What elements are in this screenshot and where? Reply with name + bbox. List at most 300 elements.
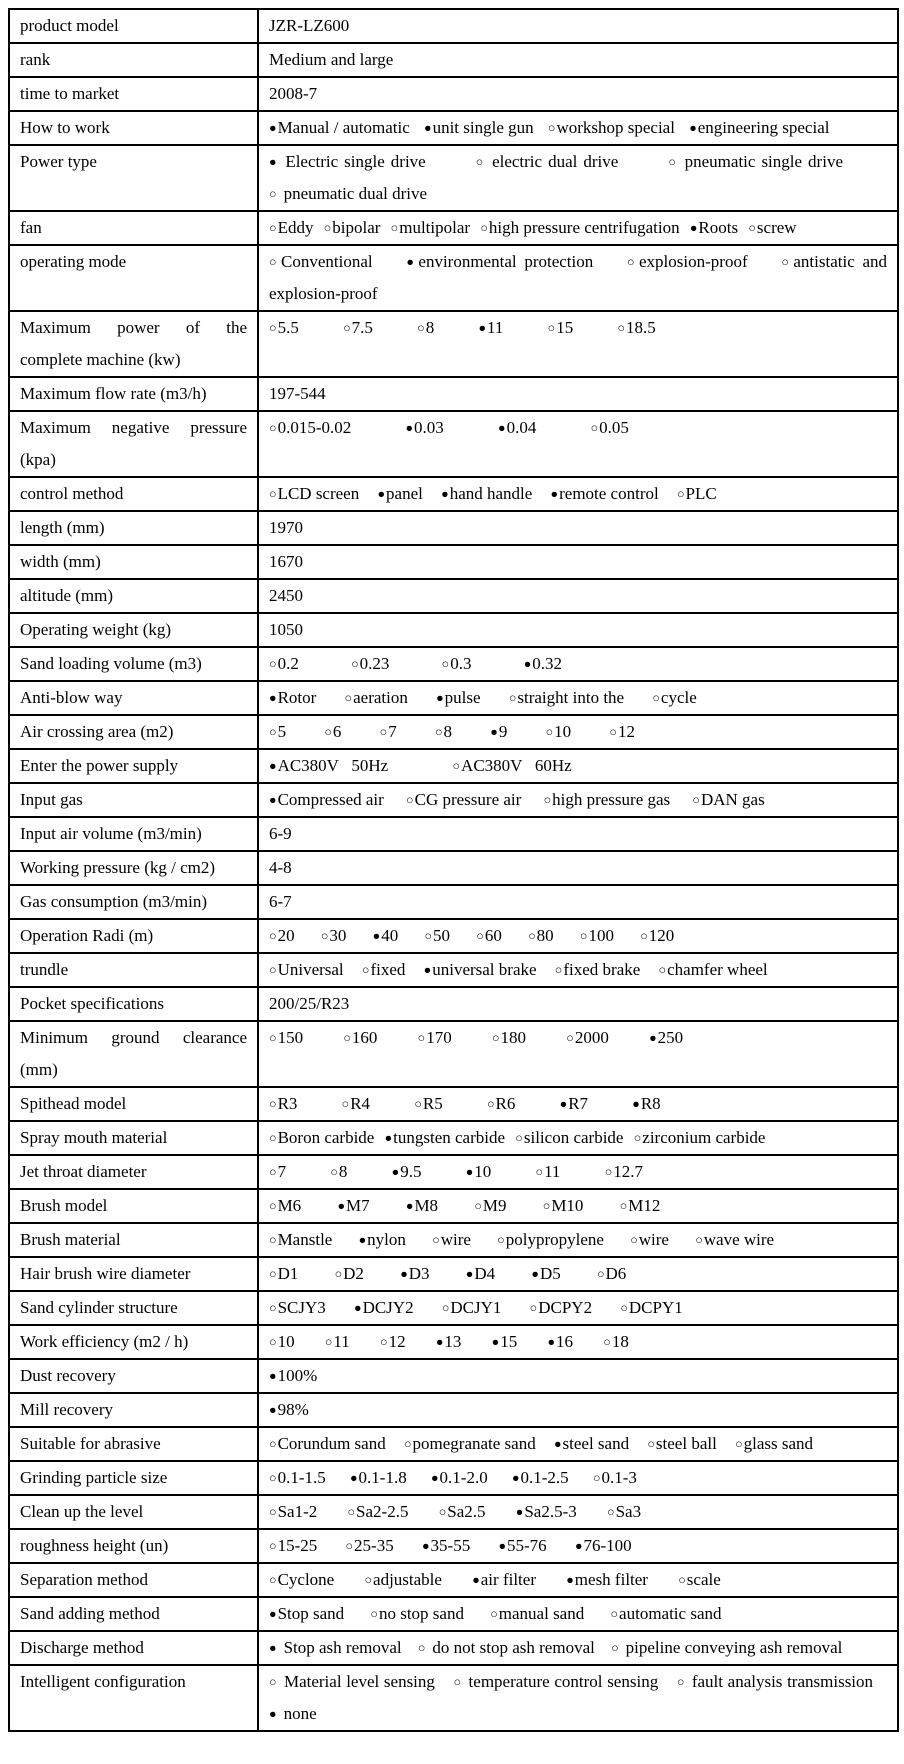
table-row	[9, 647, 898, 681]
option-label: Corundum sand	[277, 1434, 386, 1453]
table-row	[9, 1155, 898, 1189]
open-circle-icon: ○	[603, 1335, 611, 1349]
open-circle-icon: ○	[604, 1165, 613, 1179]
filled-circle-icon: ●	[377, 487, 386, 501]
spec-label: Input air volume (m3/min)	[9, 817, 258, 851]
option-unselected	[269, 1196, 301, 1215]
option-unselected	[597, 1264, 626, 1283]
spec-label: Power type	[9, 145, 258, 211]
option-unselected	[269, 184, 427, 203]
option-label: 9	[498, 722, 508, 741]
option-selected	[436, 688, 480, 707]
table-row	[9, 1021, 898, 1087]
spec-label: Gas consumption (m3/min)	[9, 885, 258, 919]
option-label: 5	[277, 722, 287, 741]
option-unselected	[269, 1434, 386, 1453]
table-row	[9, 77, 898, 111]
open-circle-icon: ○	[347, 1505, 356, 1519]
option-label: 98%	[277, 1400, 309, 1419]
table-row	[9, 885, 898, 919]
option-selected	[690, 218, 738, 237]
open-circle-icon: ○	[658, 963, 667, 977]
option-unselected	[452, 756, 571, 775]
spec-label: Suitable for abrasive	[9, 1427, 258, 1461]
option-label: explosion-proof	[639, 252, 748, 271]
option-unselected	[269, 654, 299, 673]
spec-value	[258, 1291, 898, 1325]
option-unselected	[605, 1162, 643, 1181]
option-label: pneumatic single drive	[684, 152, 843, 171]
spec-label: Sand adding method	[9, 1597, 258, 1631]
open-circle-icon: ○	[547, 121, 556, 135]
open-circle-icon: ○	[320, 929, 329, 943]
spec-value	[258, 715, 898, 749]
option-unselected	[487, 1094, 515, 1113]
open-circle-icon: ○	[364, 1573, 373, 1587]
filled-circle-icon: ●	[689, 121, 697, 135]
option-label: Rotor	[277, 688, 317, 707]
option-label: 60	[484, 926, 502, 945]
option-unselected	[678, 1570, 721, 1589]
option-label: Manual / automatic	[277, 118, 410, 137]
product-spec-table	[8, 8, 899, 1732]
open-circle-icon: ○	[617, 321, 625, 335]
open-circle-icon: ○	[554, 963, 563, 977]
option-unselected	[640, 926, 674, 945]
option-label: 50	[433, 926, 450, 945]
option-label: Sa2.5-3	[524, 1502, 577, 1521]
spec-label: Mill recovery	[9, 1393, 258, 1427]
open-circle-icon: ○	[323, 221, 332, 235]
filled-circle-icon: ●	[354, 1301, 362, 1315]
option-unselected	[269, 1230, 332, 1249]
open-circle-icon: ○	[626, 255, 639, 269]
option-unselected	[652, 688, 696, 707]
option-unselected	[474, 1196, 506, 1215]
option-unselected	[269, 1468, 326, 1487]
option-label: high pressure centrifugation	[488, 218, 680, 237]
option-label: aeration	[353, 688, 408, 707]
spec-value	[258, 245, 898, 311]
option-selected	[547, 1332, 573, 1351]
option-label: AC380V 50Hz	[277, 756, 389, 775]
open-circle-icon: ○	[542, 1199, 551, 1213]
spec-value	[258, 783, 898, 817]
spec-value	[258, 1427, 898, 1461]
option-label: antistatic and explosion-proof	[269, 252, 892, 303]
table-row	[9, 1563, 898, 1597]
option-label: fault analysis transmission	[691, 1672, 874, 1691]
option-label: Conventional	[281, 252, 373, 271]
option-label: 0.1-3	[601, 1468, 637, 1487]
option-unselected	[269, 1570, 334, 1589]
option-label: 25-35	[354, 1536, 394, 1555]
spec-value	[258, 1631, 898, 1665]
option-unselected	[515, 1128, 623, 1147]
filled-circle-icon: ●	[511, 1471, 520, 1485]
option-label: 35-55	[430, 1536, 471, 1555]
option-label: D2	[343, 1264, 364, 1283]
option-selected	[422, 1536, 470, 1555]
option-label: 12	[388, 1332, 406, 1351]
filled-circle-icon: ●	[490, 725, 498, 739]
option-selected	[359, 1230, 406, 1249]
spec-label: Work efficiency (m2 / h)	[9, 1325, 258, 1359]
open-circle-icon: ○	[269, 255, 281, 269]
option-label: 150	[277, 1028, 304, 1047]
option-unselected	[593, 1468, 637, 1487]
option-unselected	[548, 118, 675, 137]
spec-value	[258, 511, 898, 545]
option-unselected	[580, 926, 614, 945]
spec-label: Minimum ground clearance (mm)	[9, 1021, 258, 1087]
option-label: Stop sand	[277, 1604, 345, 1623]
option-selected	[405, 418, 443, 437]
spec-label: Sand cylinder structure	[9, 1291, 258, 1325]
option-label: 0.05	[599, 418, 629, 437]
option-label: 5.5	[277, 318, 299, 337]
option-label: DCPY2	[538, 1298, 593, 1317]
option-label: steel ball	[655, 1434, 717, 1453]
open-circle-icon: ○	[269, 929, 277, 943]
open-circle-icon: ○	[735, 1437, 743, 1451]
spec-value	[258, 1665, 898, 1731]
open-circle-icon: ○	[269, 1335, 277, 1349]
option-unselected	[591, 418, 629, 437]
option-label: 100%	[277, 1366, 318, 1385]
option-label: D4	[474, 1264, 496, 1283]
option-label: panel	[386, 484, 423, 503]
table-row	[9, 1189, 898, 1223]
option-unselected	[620, 1298, 682, 1317]
option-label: 76-100	[583, 1536, 632, 1555]
option-unselected	[269, 722, 286, 741]
spec-label: length (mm)	[9, 511, 258, 545]
option-unselected	[617, 318, 655, 337]
option-selected	[490, 722, 507, 741]
option-unselected	[566, 1028, 609, 1047]
open-circle-icon: ○	[343, 1031, 351, 1045]
filled-circle-icon: ●	[372, 929, 381, 943]
table-row	[9, 1291, 898, 1325]
open-circle-icon: ○	[269, 963, 277, 977]
option-label: DCPY1	[628, 1298, 683, 1317]
option-unselected	[347, 1502, 408, 1521]
open-circle-icon: ○	[490, 1607, 498, 1621]
filled-circle-icon: ●	[269, 1403, 277, 1417]
open-circle-icon: ○	[269, 1267, 277, 1281]
filled-circle-icon: ●	[531, 1267, 539, 1281]
option-label: 20	[277, 926, 295, 945]
open-circle-icon: ○	[529, 1301, 538, 1315]
option-label: 8	[443, 722, 452, 741]
open-circle-icon: ○	[543, 793, 552, 807]
option-unselected	[543, 1196, 584, 1215]
option-label: bipolar	[332, 218, 381, 237]
open-circle-icon: ○	[432, 1233, 440, 1247]
option-unselected	[530, 1298, 592, 1317]
option-unselected	[269, 1264, 298, 1283]
option-label: 10	[474, 1162, 492, 1181]
option-label: 7	[277, 1162, 287, 1181]
option-label: M12	[628, 1196, 661, 1215]
spec-label: Anti-blow way	[9, 681, 258, 715]
filled-circle-icon: ●	[400, 1267, 408, 1281]
open-circle-icon: ○	[269, 1539, 277, 1553]
option-selected	[551, 484, 659, 503]
open-circle-icon: ○	[476, 929, 484, 943]
option-unselected	[343, 318, 373, 337]
open-circle-icon: ○	[515, 1131, 523, 1145]
option-unselected	[269, 218, 313, 237]
open-circle-icon: ○	[497, 1233, 505, 1247]
table-row	[9, 1121, 898, 1155]
spec-value	[258, 987, 898, 1021]
open-circle-icon: ○	[630, 1233, 638, 1247]
option-unselected	[634, 1128, 766, 1147]
open-circle-icon: ○	[474, 1199, 482, 1213]
spec-label: Brush material	[9, 1223, 258, 1257]
filled-circle-icon: ●	[632, 1097, 640, 1111]
filled-circle-icon: ●	[405, 1199, 414, 1213]
spec-value-text: 1050	[269, 620, 303, 639]
option-label: M6	[277, 1196, 302, 1215]
filled-circle-icon: ●	[384, 1131, 393, 1145]
filled-circle-icon: ●	[421, 1539, 430, 1553]
spec-label: Dust recovery	[9, 1359, 258, 1393]
option-label: DAN gas	[700, 790, 765, 809]
table-row	[9, 245, 898, 311]
table-row	[9, 1427, 898, 1461]
option-label: 10	[277, 1332, 295, 1351]
filled-circle-icon: ●	[574, 1539, 583, 1553]
open-circle-icon: ○	[269, 1471, 277, 1485]
open-circle-icon: ○	[475, 155, 486, 169]
option-selected	[424, 960, 537, 979]
filled-circle-icon: ●	[472, 1573, 480, 1587]
option-label: M7	[346, 1196, 370, 1215]
open-circle-icon: ○	[390, 221, 399, 235]
option-label: hand handle	[449, 484, 533, 503]
open-circle-icon: ○	[438, 1505, 447, 1519]
open-circle-icon: ○	[620, 1301, 628, 1315]
option-label: Material level sensing	[283, 1672, 435, 1691]
spec-label: Operation Radi (m)	[9, 919, 258, 953]
option-unselected	[748, 218, 796, 237]
open-circle-icon: ○	[330, 1165, 338, 1179]
spec-label: operating mode	[9, 245, 258, 311]
filled-circle-icon: ●	[406, 255, 418, 269]
open-circle-icon: ○	[610, 1607, 619, 1621]
option-label: 6	[332, 722, 342, 741]
option-unselected	[345, 1536, 393, 1555]
spec-value	[258, 311, 898, 377]
option-unselected	[269, 1502, 317, 1521]
option-label: 10	[554, 722, 572, 741]
option-unselected	[609, 722, 635, 741]
filled-circle-icon: ●	[498, 1539, 507, 1553]
table-row	[9, 1461, 898, 1495]
spec-value-text: 1670	[269, 552, 303, 571]
open-circle-icon: ○	[269, 1131, 277, 1145]
table-row	[9, 1257, 898, 1291]
table-row	[9, 545, 898, 579]
option-label: D3	[408, 1264, 430, 1283]
option-selected	[566, 1570, 648, 1589]
table-row	[9, 919, 898, 953]
spec-label: Clean up the level	[9, 1495, 258, 1529]
table-row	[9, 579, 898, 613]
filled-circle-icon: ●	[441, 487, 449, 501]
option-selected	[632, 1094, 660, 1113]
spec-sheet-page	[0, 8, 904, 1764]
filled-circle-icon: ●	[547, 1335, 555, 1349]
option-label: Stop ash removal	[283, 1638, 402, 1657]
open-circle-icon: ○	[345, 1539, 354, 1553]
option-label: 0.3	[450, 654, 472, 673]
spec-label: Discharge method	[9, 1631, 258, 1665]
open-circle-icon: ○	[640, 929, 648, 943]
table-row	[9, 111, 898, 145]
open-circle-icon: ○	[566, 1031, 574, 1045]
spec-label: roughness height (un)	[9, 1529, 258, 1563]
option-label: 0.2	[277, 654, 299, 673]
table-row	[9, 511, 898, 545]
open-circle-icon: ○	[692, 793, 700, 807]
spec-value	[258, 1257, 898, 1291]
option-selected	[269, 1400, 309, 1419]
spec-label: trundle	[9, 953, 258, 987]
option-unselected	[607, 1502, 641, 1521]
table-row	[9, 411, 898, 477]
option-selected	[424, 118, 534, 137]
option-unselected	[546, 722, 572, 741]
option-unselected	[492, 1028, 526, 1047]
option-label: Sa2.5	[447, 1502, 486, 1521]
option-selected	[531, 1264, 560, 1283]
option-label: M9	[482, 1196, 507, 1215]
filled-circle-icon: ●	[649, 1031, 657, 1045]
spec-value-text: 6-9	[269, 824, 292, 843]
filled-circle-icon: ●	[478, 321, 486, 335]
open-circle-icon: ○	[269, 1301, 277, 1315]
option-selected	[269, 756, 388, 775]
option-label: unit single gun	[432, 118, 534, 137]
option-label: LCD screen	[277, 484, 360, 503]
open-circle-icon: ○	[417, 1641, 426, 1655]
spec-value-text: 200/25/R23	[269, 994, 350, 1013]
option-label: R8	[640, 1094, 661, 1113]
option-label: Boron carbide	[277, 1128, 375, 1147]
option-unselected	[269, 1298, 326, 1317]
spec-value	[258, 1121, 898, 1155]
option-unselected	[497, 1230, 604, 1249]
option-label: PLC	[685, 484, 717, 503]
open-circle-icon: ○	[406, 793, 414, 807]
option-label: pomegranate sand	[412, 1434, 536, 1453]
option-label: none	[283, 1704, 317, 1723]
option-label: Cyclone	[277, 1570, 335, 1589]
option-unselected	[630, 1230, 669, 1249]
option-label: 8	[425, 318, 435, 337]
open-circle-icon: ○	[453, 1675, 462, 1689]
open-circle-icon: ○	[668, 155, 678, 169]
option-label: 0.23	[359, 654, 390, 673]
option-unselected	[321, 926, 347, 945]
option-unselected	[269, 1128, 374, 1147]
open-circle-icon: ○	[607, 1505, 615, 1519]
open-circle-icon: ○	[269, 1505, 277, 1519]
filled-circle-icon: ●	[269, 1607, 277, 1621]
open-circle-icon: ○	[269, 321, 277, 335]
option-label: 7	[388, 722, 397, 741]
spec-value	[258, 817, 898, 851]
table-row	[9, 987, 898, 1021]
open-circle-icon: ○	[619, 1199, 628, 1213]
table-row	[9, 851, 898, 885]
filled-circle-icon: ●	[465, 1165, 474, 1179]
option-label: pipeline conveying ash removal	[625, 1638, 843, 1657]
option-label: wave wire	[703, 1230, 775, 1249]
option-unselected	[324, 218, 381, 237]
option-selected	[512, 1468, 569, 1487]
spec-label: product model	[9, 9, 258, 43]
option-unselected	[417, 318, 434, 337]
open-circle-icon: ○	[609, 725, 617, 739]
option-unselected	[692, 790, 764, 809]
option-label: multipolar	[399, 218, 471, 237]
option-unselected	[424, 926, 450, 945]
option-label: zirconium carbide	[642, 1128, 766, 1147]
option-label: 160	[351, 1028, 378, 1047]
spec-value	[258, 211, 898, 245]
option-selected	[441, 484, 532, 503]
option-selected	[269, 152, 426, 171]
option-unselected	[345, 688, 408, 707]
spec-value-text: JZR-LZ600	[269, 16, 350, 35]
spec-value	[258, 1563, 898, 1597]
open-circle-icon: ○	[370, 1607, 378, 1621]
spec-value	[258, 477, 898, 511]
option-label: 12.7	[613, 1162, 643, 1181]
filled-circle-icon: ●	[424, 121, 432, 135]
option-label: DCJY2	[362, 1298, 414, 1317]
option-label: straight into the	[517, 688, 625, 707]
spec-label: Operating weight (kg)	[9, 613, 258, 647]
table-row	[9, 783, 898, 817]
option-unselected	[695, 1230, 774, 1249]
open-circle-icon: ○	[579, 929, 588, 943]
table-row	[9, 749, 898, 783]
open-circle-icon: ○	[269, 187, 277, 201]
option-label: 9.5	[400, 1162, 422, 1181]
filled-circle-icon: ●	[553, 1437, 562, 1451]
option-label: AC380V 60Hz	[461, 756, 572, 775]
spec-value	[258, 77, 898, 111]
filled-circle-icon: ●	[349, 1471, 358, 1485]
open-circle-icon: ○	[269, 1031, 277, 1045]
table-row	[9, 1631, 898, 1665]
option-unselected	[269, 484, 359, 503]
table-row	[9, 1359, 898, 1393]
option-label: R3	[277, 1094, 298, 1113]
filled-circle-icon: ●	[269, 759, 277, 773]
option-selected	[524, 654, 562, 673]
table-row	[9, 681, 898, 715]
open-circle-icon: ○	[633, 1131, 642, 1145]
spec-value	[258, 681, 898, 715]
option-unselected	[324, 722, 341, 741]
